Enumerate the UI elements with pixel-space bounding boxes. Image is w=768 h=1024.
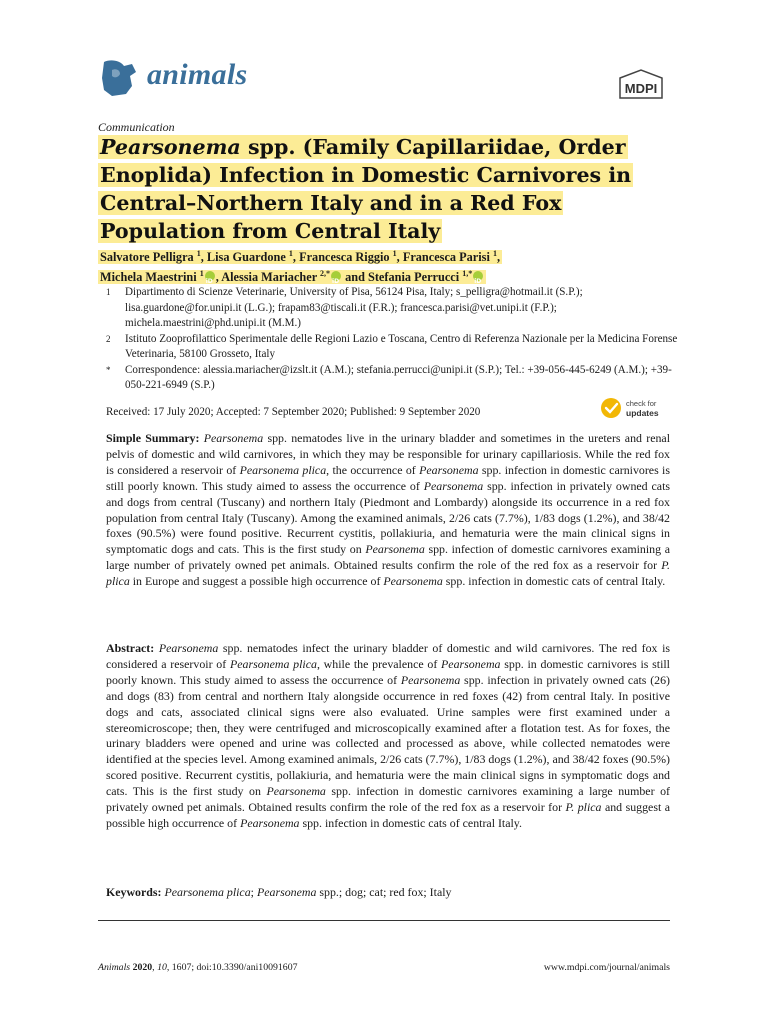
affiliation-ref: 1 (492, 248, 497, 258)
simple-summary (106, 431, 670, 590)
title-rest: spp. (Family Capillariidae, Order Enoplida) Infection in Domestic Carnivores in Central–Northern Italy and in a Red Fox Population from Central Italy (100, 135, 632, 243)
author-name: Lisa Guardone (206, 250, 286, 264)
abstract (106, 641, 670, 832)
publication-dates: Received: 17 July 2020; Accepted: 7 September 2020; Published: 9 September 2020 (106, 406, 481, 418)
abstract-text: Pearsonema (400, 672, 461, 687)
footer-year: 2020 (132, 962, 153, 973)
orcid-icon[interactable] (473, 271, 483, 281)
abstract-text: Pearsonema (240, 815, 300, 830)
correspondence-item (98, 363, 678, 394)
summary-text: spp. infection in privately owned cats and dogs from central (Tuscany) and northern Italy (Piedmont and Lombardy) alongside its occurrence in a red fox population from central Italy (Tuscany). Among the examined animals, 2/26 cats (7.7%), 1/83 dogs (1.2%), and 38/42 foxes (90.5%) were found positive. Recurrent cystitis, pollakiuria, and hematuria were the main clinical signs in symptomatic dogs and cats. This is the first study on (106, 478, 670, 557)
abstract-text: Pearsonema (441, 656, 501, 671)
author-name: Francesca Riggio (299, 250, 390, 264)
check-updates-line2: updates (626, 408, 659, 418)
abstract-text: spp. nematodes infect the urinary bladder of domestic and wild carnivores. The red fox is considered a reservoir of (106, 641, 670, 671)
keyword: spp.; dog; cat; red fox; Italy (316, 885, 452, 899)
author-conjunction: and (345, 270, 365, 284)
abstract-text: Pearsonema (266, 784, 326, 799)
affiliation-text: Istituto Zooprofilattico Sperimentale delle Regioni Lazio e Toscana, Centro di Referenza Nazionale per la Medicina Forense Veterinaria, 58100 Grosseto, Italy (125, 332, 678, 360)
affiliation-mark: 2 (106, 333, 111, 344)
journal-name: animals (147, 58, 248, 91)
abstract-text: spp. infection in domestic cats of central Italy. (299, 815, 522, 830)
affiliation-mark: * (106, 364, 111, 375)
keywords-label: Keywords: (106, 885, 162, 899)
summary-text: spp. nematodes live in the urinary bladder and sometimes in the ureters and renal pelvis of domestic and wild carnivores, in which they may be responsible for urinary capillariosis. While the red fox is considered a reservoir of (106, 431, 670, 477)
keywords (106, 885, 670, 901)
summary-text: spp. infection of domestic carnivores examining a large number of privately owned pet animals. Obtained results confirm the role of the red fox as a reservoir for (106, 542, 670, 573)
footer-divider (98, 920, 670, 921)
author-name: Francesca Parisi (402, 250, 490, 264)
journal-url-link[interactable]: www.mdpi.com/journal/animals (543, 962, 670, 973)
author-name: Alessia Mariacher (221, 270, 317, 284)
keyword-separator: ; (250, 885, 257, 899)
correspondence-text: Correspondence: alessia.mariacher@izslt.it (A.M.); stefania.perrucci@unipi.it (S.P.); Tel.: +39-056-445-6249 (A.M.); +39-050-221-6949 (S.P.) (125, 363, 672, 391)
affiliation-item (98, 285, 678, 332)
orcid-icon[interactable] (331, 271, 341, 281)
affiliations (98, 285, 678, 394)
keyword: Pearsonema plica (164, 885, 251, 899)
orcid-icon[interactable] (205, 271, 215, 281)
summary-text: Pearsonema (383, 574, 443, 589)
abstract-text: spp. infection in privately owned cats (26) and dogs (83) from central and northern Italy alongside occurrence in red foxes (42) from central Italy. In positive dogs and cats, associated clinical signs were also evaluated. Urine samples were first examined under a stereomicroscope; then, they were centrifuged and microscopically examined after a flotation test. As for foxes, the urinary bladders were opened and urine was collected and processed as above, while collected nematodes were identified at the species level. Among examined animals, 2/26 cats (7.7%), 1/83 dogs (1.2%), and 38/42 foxes (90.5%) scored positive. Recurrent cystitis, pollakiuria, and hematuria were the main clinical signs in symptomatic dogs and cats. This is the first study on (106, 672, 671, 799)
affiliation-ref: 1 (392, 248, 397, 258)
abstract-text: Pearsonema plica (229, 656, 317, 671)
citation-footer: Animals 2020, 10, 1607; doi:10.3390/ani10091607 (98, 962, 298, 973)
journal-logo-icon (98, 58, 140, 98)
simple-summary-label: Simple Summary: (106, 431, 200, 445)
abstract-text: Pearsonema (158, 641, 219, 655)
affiliation-ref: 1 (196, 248, 201, 258)
abstract-text: and suggest a possible high occurrence of (106, 800, 671, 830)
check-updates-line1: check for (626, 399, 657, 408)
abstract-text: , while the prevalence of (316, 656, 442, 671)
author-name: Salvatore Pelligra (100, 250, 194, 264)
affiliation-ref: 1 (199, 268, 204, 278)
publisher-name: MDPI (624, 81, 658, 96)
title-genus: Pearsonema (100, 135, 241, 159)
abstract-text: P. plica (565, 800, 602, 815)
summary-text: Pearsonema (423, 478, 484, 493)
summary-text: spp. infection in domestic cats of central Italy. (442, 574, 666, 589)
keyword: Pearsonema (256, 885, 317, 899)
affiliation-mark: 1 (106, 287, 111, 297)
affiliation-text: Dipartimento di Scienze Veterinarie, University of Pisa, 56124 Pisa, Italy; s_pelligra@hotmail.it (S.P.); lisa.guardone@for.unipi.it (L.G.); frapam83@tiscali.it (F.R.); francesca.parisi@vet.unipi.it (F.P.); michela.maestrini@phd.unipi.it (M.M.) (125, 286, 583, 329)
abstract-label: Abstract: (106, 641, 155, 655)
abstract-text: spp. in domestic carnivores is still poorly known. This study aimed to assess the occurrence of (106, 656, 670, 687)
summary-text: spp. infection in domestic carnivores is still poorly known. This study aimed to assess the occurrence of (106, 462, 670, 493)
author-list: Salvatore Pelligra $^1$, Lisa Guardone $^1$, Francesca Riggio $^1$, Francesca Parisi $^1$, Michela Maestrini $^1$iD , Alessia Mariacher $^{2,*}$iD and Stefania Perrucci $^{1,*}$iD (98, 247, 678, 287)
affiliation-ref: 2,* (320, 268, 331, 278)
affiliation-ref: 1 (288, 248, 293, 258)
affiliation-ref: 1,* (462, 268, 473, 278)
abstract-text: spp. infection in domestic carnivores examining a large number of privately owned pet animals. Obtained results confirm the role of the red fox as a reservoir for (106, 784, 670, 815)
summary-text: Pearsonema (365, 542, 425, 557)
footer-doi[interactable]: , 1607; doi:10.3390/ani10091607 (166, 962, 298, 973)
summary-text: , the occurrence of (326, 462, 420, 477)
article-title (98, 133, 668, 245)
check-for-updates-button[interactable] (600, 396, 675, 420)
summary-text: in Europe and suggest a possible high occurrence of (129, 574, 384, 589)
author-name: Stefania Perrucci (368, 270, 460, 284)
summary-text: Pearsonema (419, 462, 479, 477)
author-name: Michela Maestrini (100, 270, 197, 284)
article-type: Communication (98, 120, 175, 134)
summary-text: Pearsonema plica (239, 462, 327, 477)
summary-text: Pearsonema (203, 431, 264, 445)
affiliation-item (98, 332, 678, 363)
publisher-logo-icon (612, 68, 670, 102)
footer-journal: Animals (98, 962, 131, 973)
summary-text: P. plica (106, 558, 670, 589)
footer-volume: 10 (157, 962, 167, 973)
